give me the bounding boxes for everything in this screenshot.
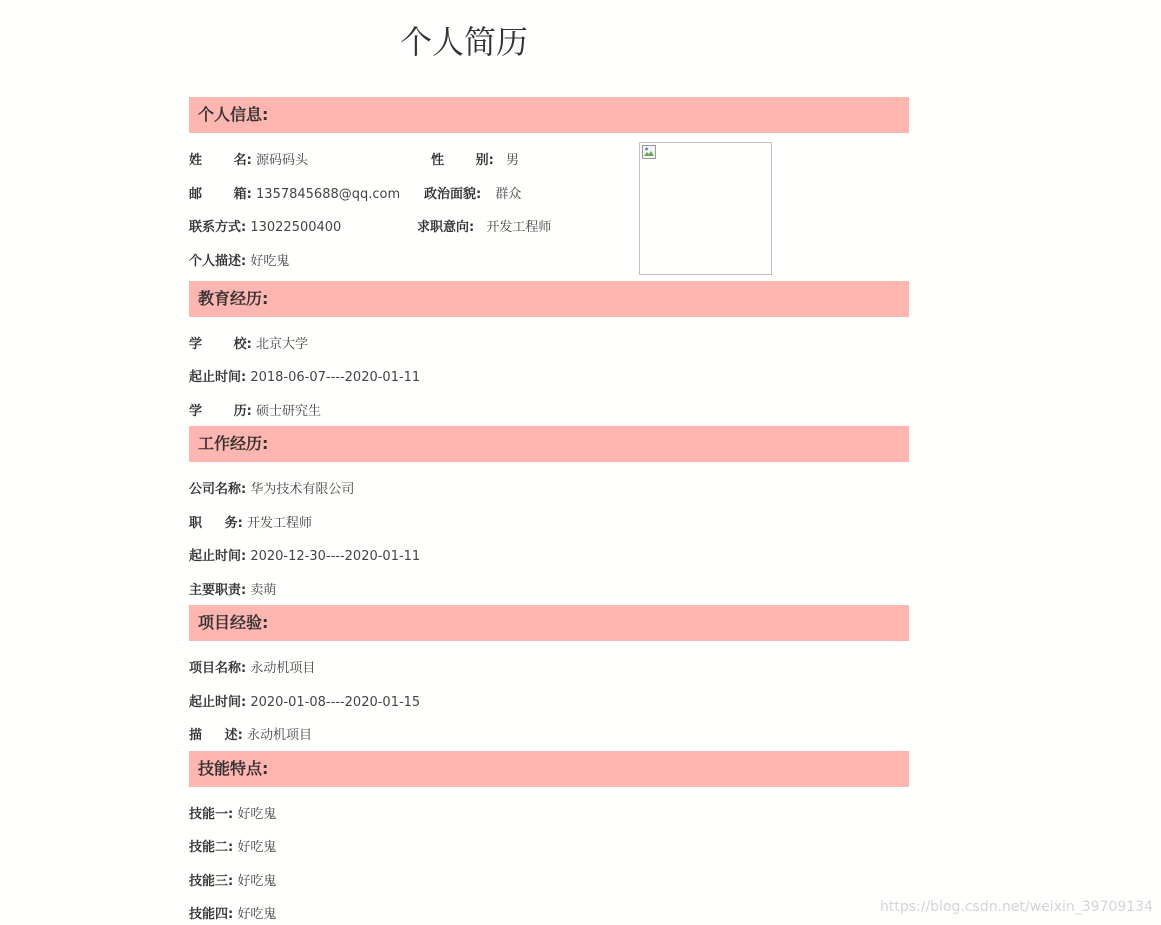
- field-skill-3: [189, 873, 276, 891]
- value-company: 华为技术有限公司: [250, 482, 355, 497]
- field-email: [189, 186, 400, 204]
- field-duty: [189, 582, 276, 600]
- label-duty: 主要职责:: [189, 583, 247, 598]
- field-degree: [189, 403, 321, 421]
- label-skill-2: 技能二:: [189, 840, 234, 855]
- value-skill-4: 好吃鬼: [237, 907, 277, 922]
- value-education-period: 2018-06-07----2020-01-11: [250, 370, 421, 385]
- field-skill-2: [189, 839, 276, 857]
- section-project: 项目经验:: [189, 605, 909, 641]
- section-personal-info: 个人信息:: [189, 97, 909, 133]
- value-work-period: 2020-12-30----2020-01-11: [250, 549, 421, 564]
- label-name: 姓 名:: [189, 153, 252, 168]
- label-degree: 学 历:: [189, 404, 252, 419]
- label-education-period: 起止时间:: [189, 370, 247, 385]
- label-gender: 性 别:: [431, 153, 494, 168]
- watermark: https://blog.csdn.net/weixin_39709134: [879, 899, 1153, 915]
- field-skill-1: [189, 806, 276, 824]
- value-project-period: 2020-01-08----2020-01-15: [250, 695, 421, 710]
- field-gender: [431, 152, 519, 170]
- section-work: 工作经历:: [189, 426, 909, 462]
- field-company: [189, 481, 354, 499]
- label-project-desc: 描 述:: [189, 728, 243, 743]
- label-description: 个人描述:: [189, 254, 247, 269]
- field-political: [424, 186, 521, 204]
- field-project-desc: [189, 727, 312, 745]
- value-skill-1: 好吃鬼: [237, 807, 277, 822]
- field-school: [189, 336, 308, 354]
- value-email: 1357845688@qq.com: [256, 187, 401, 202]
- value-duty: 卖萌: [250, 583, 277, 598]
- label-job-intent: 求职意向:: [417, 220, 475, 235]
- field-project-name: [189, 660, 315, 678]
- label-phone: 联系方式:: [189, 220, 247, 235]
- label-project-period: 起止时间:: [189, 695, 247, 710]
- value-phone: 13022500400: [250, 220, 342, 235]
- field-work-period: [189, 548, 420, 566]
- value-name: 源码码头: [256, 153, 309, 168]
- label-work-period: 起止时间:: [189, 549, 247, 564]
- field-job-intent: [417, 219, 551, 237]
- label-school: 学 校:: [189, 337, 252, 352]
- value-political: 群众: [495, 187, 522, 202]
- broken-image-icon: [642, 145, 656, 159]
- label-skill-4: 技能四:: [189, 907, 234, 922]
- label-email: 邮 箱:: [189, 187, 252, 202]
- value-skill-2: 好吃鬼: [237, 840, 277, 855]
- label-company: 公司名称:: [189, 482, 247, 497]
- field-phone: [189, 219, 341, 237]
- profile-photo: [639, 142, 772, 275]
- label-project-name: 项目名称:: [189, 661, 247, 676]
- page-title: 个人简历: [400, 23, 529, 61]
- label-political: 政治面貌:: [424, 187, 482, 202]
- field-education-period: [189, 369, 420, 387]
- value-school: 北京大学: [256, 337, 309, 352]
- field-position: [189, 515, 312, 533]
- value-degree: 硕士研究生: [256, 404, 322, 419]
- value-project-name: 永动机项目: [250, 661, 316, 676]
- value-description: 好吃鬼: [250, 254, 290, 269]
- field-skill-4: [189, 906, 276, 924]
- value-skill-3: 好吃鬼: [237, 874, 277, 889]
- section-skills: 技能特点:: [189, 751, 909, 787]
- label-skill-3: 技能三:: [189, 874, 234, 889]
- value-job-intent: 开发工程师: [486, 220, 552, 235]
- value-position: 开发工程师: [246, 516, 312, 531]
- section-education: 教育经历:: [189, 281, 909, 317]
- value-gender: 男: [506, 153, 520, 168]
- field-description: [189, 253, 289, 271]
- field-project-period: [189, 694, 420, 712]
- label-position: 职 务:: [189, 516, 243, 531]
- field-name: [189, 152, 308, 170]
- label-skill-1: 技能一:: [189, 807, 234, 822]
- value-project-desc: 永动机项目: [246, 728, 312, 743]
